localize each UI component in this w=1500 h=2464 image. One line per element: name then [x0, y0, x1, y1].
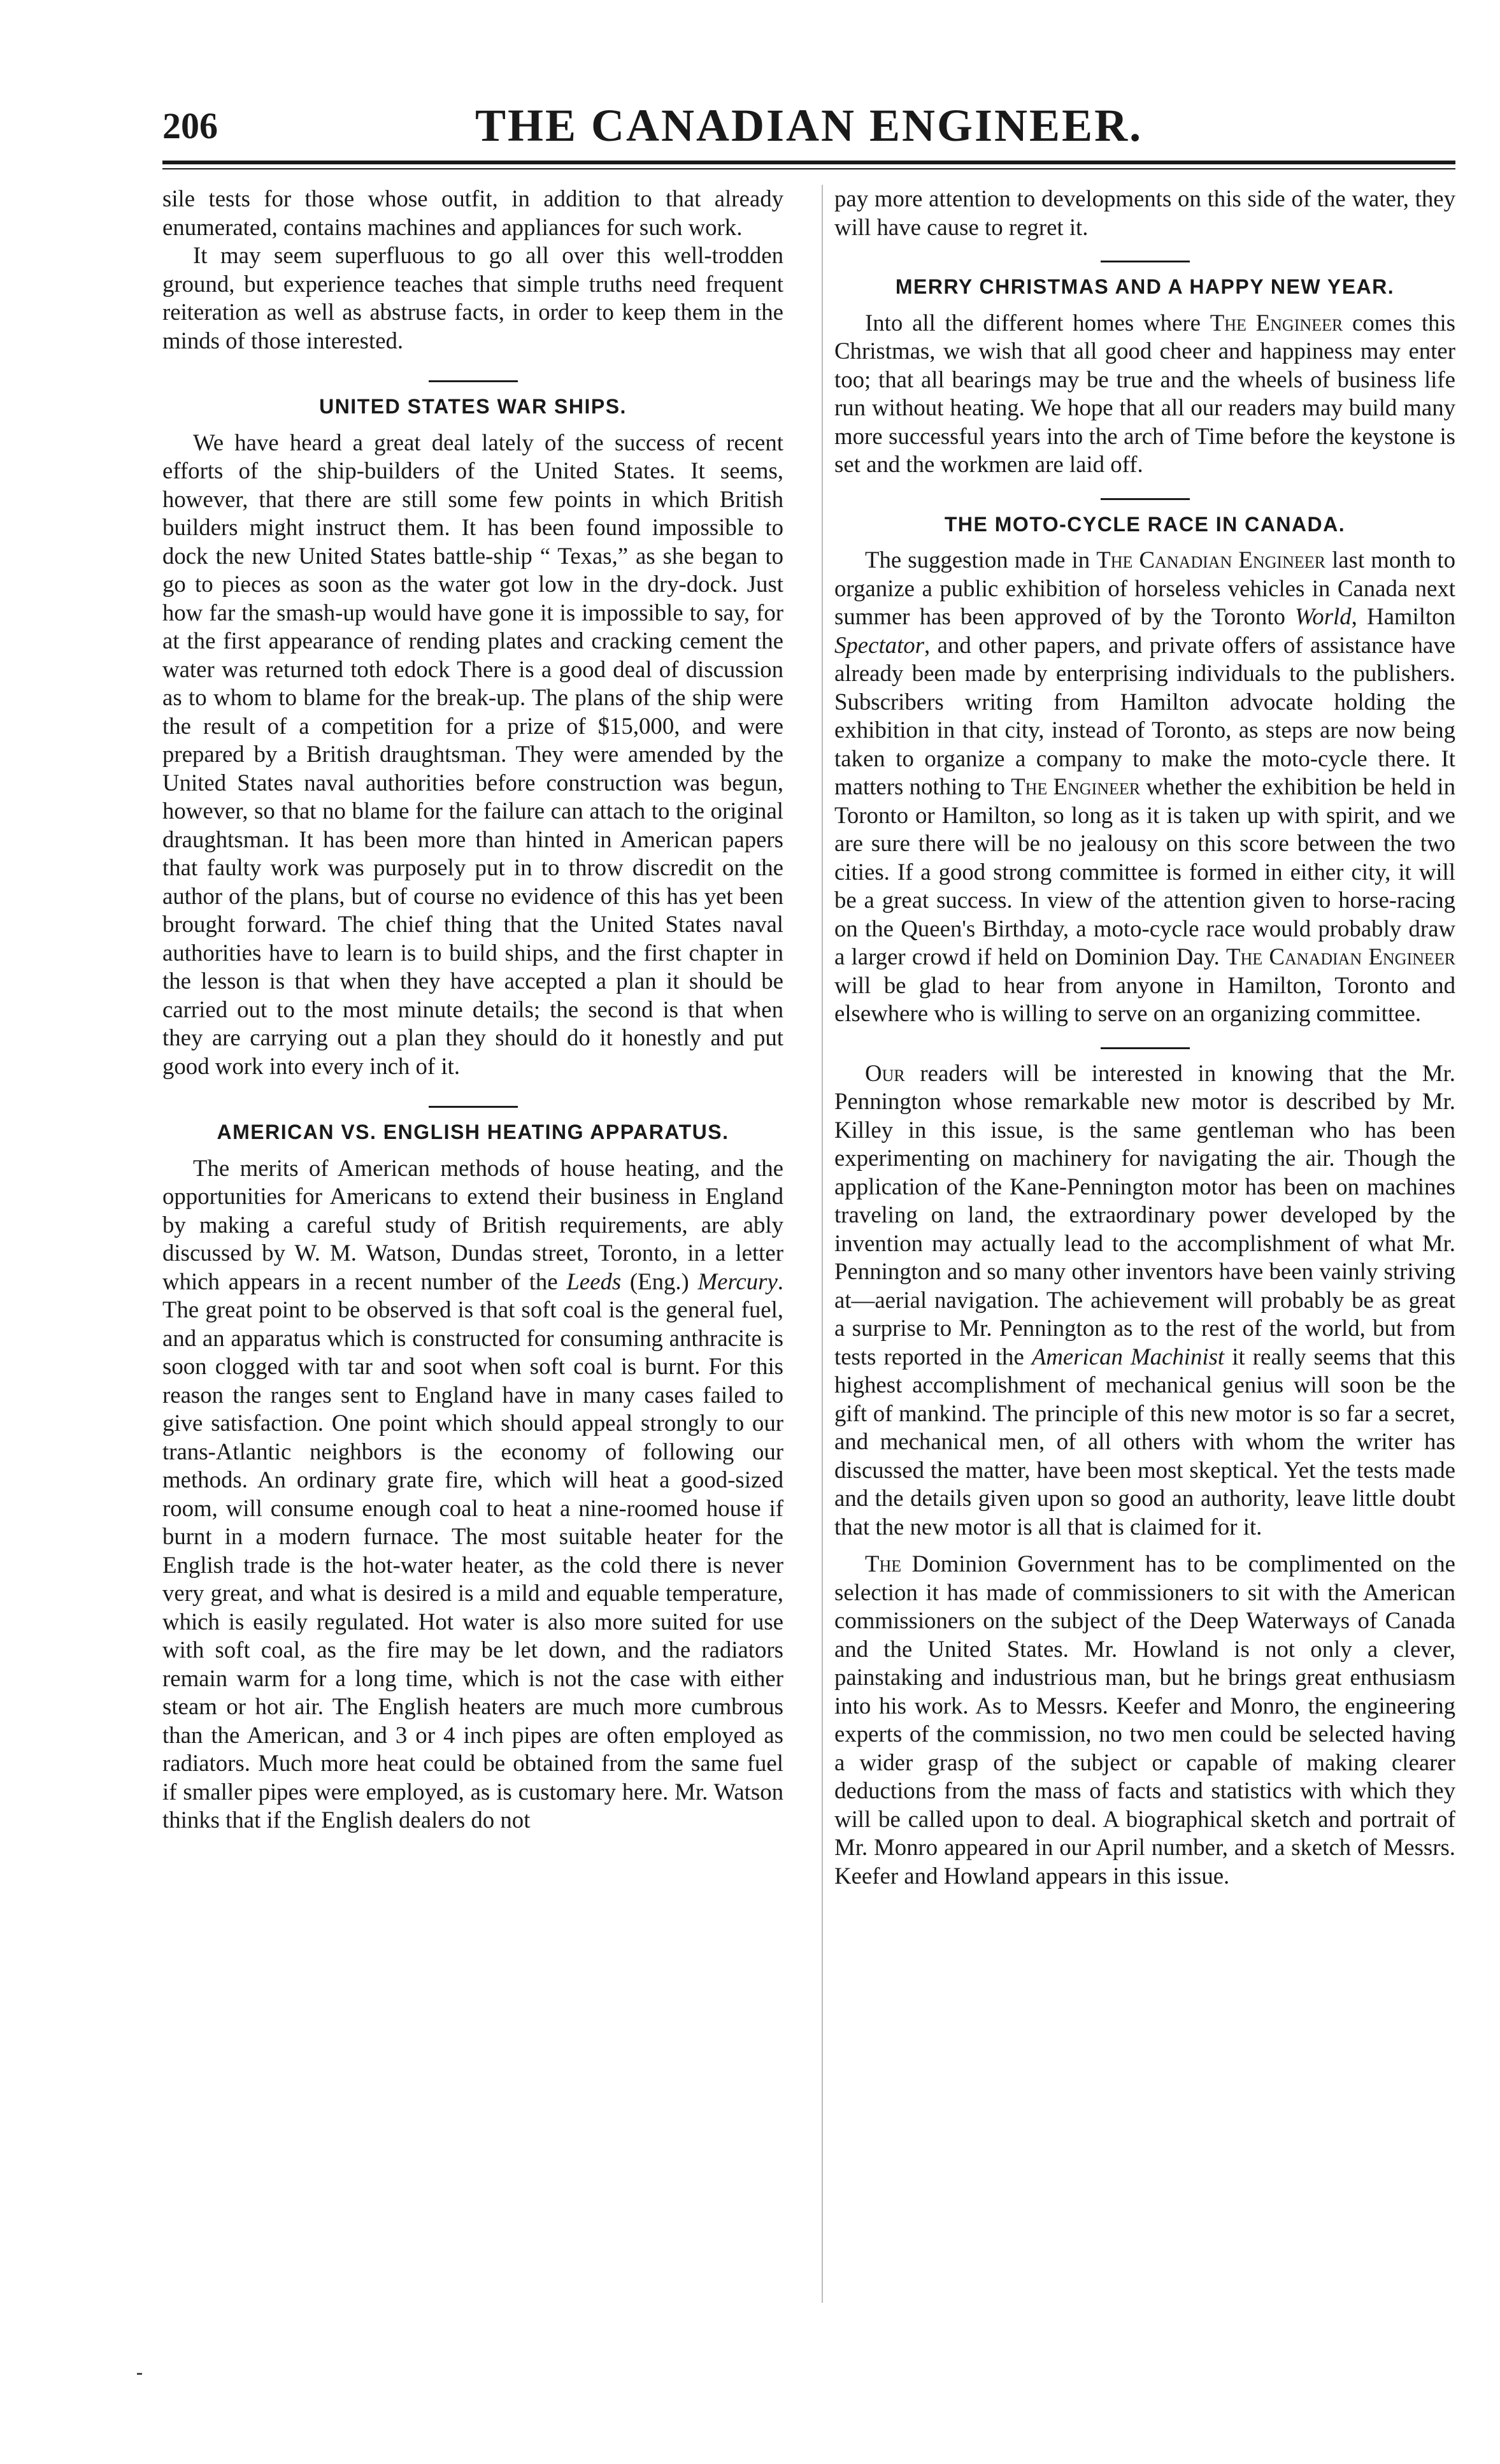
machinist-title: American Machinist	[1031, 1343, 1225, 1370]
motocycle-body	[834, 546, 1455, 1028]
journal-name: The Engineer	[1210, 309, 1343, 336]
pennington-text: readers will be interested in knowing that the Mr. Pennington whose remarkable new motor is described by Mr. Killey in this issue, is the same gentleman who has been experimenting on machinery for navigating the air. Though the application of the Kane-Pennington motor has been on machines traveling on land, the extraordinary power developed by the invention may actually lead to the accomplishment of what Mr. Pennington and so many other inventors have been vainly striving at—aerial navigation. The achievement will probably be as great a surprise to Mr. Pennington as to the rest of the world, but from tests reported in the	[834, 1059, 1455, 1370]
heating-text: . The great point to be observed is that soft coal is the general fuel, and an apparatus which is constructed for consuming anthracite is soon clogged with tar and soot when soft coal is burnt. For this reason the ranges sent to England have in many cases failed to give satisfaction. One point which should appeal strongly to our trans-Atlantic neighbors is the economy of following our methods. An ordinary grate fire, which will heat a good-sized room, will consume enough coal to heat a nine-roomed house if burnt in a modern furnace. The most suitable heater for the English trade is the hot-water heater, as the cold there is never very great, and what is desired is a mild and equable temperature, which is easily regulated. Hot water is also more suited for use with soft coal, as the fire may be let down, and the radiators remain warm for a long time, which is not the case with either steam or hot air. The English heaters are much more cumbrous than the American, and 3 or 4 inch pipes are often employed as radiators. Much more heat could be obtained from the same fuel if smaller pipes were employed, as is customary here. Mr. Watson thinks that if the English dealers do not	[162, 1268, 783, 1833]
header-rule-thick	[162, 161, 1455, 164]
journal-name: The Engineer	[1011, 773, 1141, 799]
lead-word: Our	[865, 1059, 905, 1086]
motocycle-text: , and other papers, and private offers of assistance have already been made by enterprising individuals to the publishers. Subscribers writing from Hamilton advocate holding the exhibition in that city, instead of Toronto, as steps are now being taken to organize a company to make the moto-cycle there. It matters nothing to	[834, 631, 1455, 799]
heating-text: (Eng.)	[621, 1268, 698, 1294]
section-divider	[429, 380, 518, 382]
spectator-title: Spectator	[834, 631, 925, 658]
motocycle-text: The suggestion made in	[865, 547, 1097, 573]
section-divider	[1101, 498, 1190, 500]
intro-continued-paragraph: sile tests for those whose outfit, in addition to that already enumerated, contains machines and appliances for such work.	[162, 185, 783, 240]
motocycle-text: , Hamilton	[1351, 603, 1455, 629]
section-divider	[429, 1106, 518, 1108]
margin-mark	[137, 2373, 142, 2375]
left-column	[162, 185, 783, 1835]
journal-name: The Canadian Engineer	[1096, 547, 1325, 573]
section-divider	[1101, 1047, 1190, 1049]
section-divider	[1101, 261, 1190, 262]
heating-heading: AMERICAN VS. ENGLISH HEATING APPARATUS.	[217, 1121, 729, 1143]
christmas-text: comes this Christmas, we wish that all good cheer and happiness may enter too; that all bearings may be true and the wheels of business life run without heating. We hope that all our readers may build many more successful years into the arch of Time before the keystone is set and the workmen are laid off.	[834, 309, 1455, 477]
journal-name: The Canadian Engineer	[1226, 943, 1455, 970]
motocycle-text: whether the exhibition be held in Toronto or Hamilton, so long as it is taken up with spirit, and we are sure there will be no jealousy on this score between the two cities. If a good strong committee is formed in either city, it will be a great success. In view of the attention given to horse-racing on the Queen's Birthday, a moto-cycle race would probably draw a larger crowd if held on Dominion Day.	[834, 773, 1455, 970]
pennington-paragraph	[834, 1059, 1455, 1542]
journal-title: THE CANADIAN ENGINEER.	[475, 100, 1143, 151]
lead-word: The	[865, 1551, 902, 1577]
motocycle-text: will be glad to hear from anyone in Hamilton, Toronto and elsewhere who is willing to serve on an organizing committee.	[834, 971, 1455, 1026]
leeds-title: Leeds	[566, 1268, 622, 1294]
motocycle-text: last month to organize a public exhibition of horseless vehicles in Canada next summer has been approved of by the Toronto	[834, 547, 1455, 629]
pennington-text: it really seems that this highest accomplishment of mechanical genius will soon be the gift of mankind. The principle of this new motor is so far a secret, and mechanical men, of all others with whom the writer has discussed the matter, have been most skeptical. Yet the tests made and the details given upon so good an authority, leave little doubt that the new motor is all that is claimed for it.	[834, 1343, 1455, 1540]
heating-text: The merits of American methods of house heating, and the opportunities for Americans to extend their business in England by making a careful study of British requirements, are ably discussed by W. M. Watson, Dundas street, Toronto, in a letter which appears in a recent number of the	[162, 1154, 783, 1294]
intro-paragraph: It may seem superfluous to go all over this well-trodden ground, but experience teaches that simple truths need frequent reiteration as well as abstruse facts, in order to keep them in the minds of those interested.	[162, 242, 783, 354]
world-title: World	[1295, 603, 1352, 629]
christmas-heading: MERRY CHRISTMAS AND A HAPPY NEW YEAR.	[895, 275, 1395, 298]
right-column	[834, 185, 1455, 1890]
mercury-title: Mercury	[697, 1268, 778, 1294]
warships-body: We have heard a great deal lately of the success of recent efforts of the ship-builders of the United States. It seems, however, that there are still some few points in which British builders might instruct them. It has been found impossible to dock the new United States battle-ship “ Texas,” as she began to go to pieces as soon as the water got low in the dry-dock. Just how far the smash-up would have gone it is impossible to say, for at the first appearance of rending plates and cracking cement the water was returned toth edock There is a good deal of discussion as to whom to blame for the break-up. The plans of the ship were the result of a competition for a prize of $15,000, and were prepared by a British draughtsman. They were amended by the United States naval authorities before construction was begun, however, so that no blame for the failure can attach to the original draughtsman. It has been more than hinted in American papers that faulty work was purposely put in to throw discredit on the author of the plans, but of course no evidence of this has yet been brought forward. The chief thing that the United States naval authorities have to learn is to build ships, and the first chapter in the lesson is that when they have accepted a plan it should be carried out to the most minute details; the second is that when they are carrying out a plan they should do it honestly and put good work into every inch of it.	[162, 429, 783, 1079]
dominion-paragraph	[834, 1550, 1455, 1890]
header-rule-thin	[162, 168, 1455, 169]
christmas-text: Into all the different homes where	[865, 309, 1210, 336]
warships-heading: UNITED STATES WAR SHIPS.	[319, 395, 627, 418]
column-divider	[822, 185, 823, 2303]
heating-body	[162, 1154, 783, 1835]
heating-continued-paragraph: pay more attention to developments on this side of the water, they will have cause to regret it.	[834, 185, 1455, 240]
dominion-text: Dominion Government has to be complimented on the selection it has made of commissioners to sit with the American commissioners on the subject of the Deep Waterways of Canada and the United States. Mr. Howland is not only a clever, painstaking and industrious man, but he brings great enthusiasm into his work. As to Messrs. Keefer and Monro, the engineering experts of the commission, no two men could be selected having a wider grasp of the subject or capable of making clearer deductions from the mass of facts and statistics with which they will be called upon to deal. A biographical sketch and portrait of Mr. Monro appeared in our April number, and a sketch of Messrs. Keefer and Howland appears in this issue.	[834, 1551, 1455, 1889]
motocycle-heading: THE MOTO-CYCLE RACE IN CANADA.	[944, 512, 1346, 536]
page-number: 206	[162, 105, 218, 147]
christmas-body	[834, 309, 1455, 479]
page-header	[162, 96, 1455, 153]
